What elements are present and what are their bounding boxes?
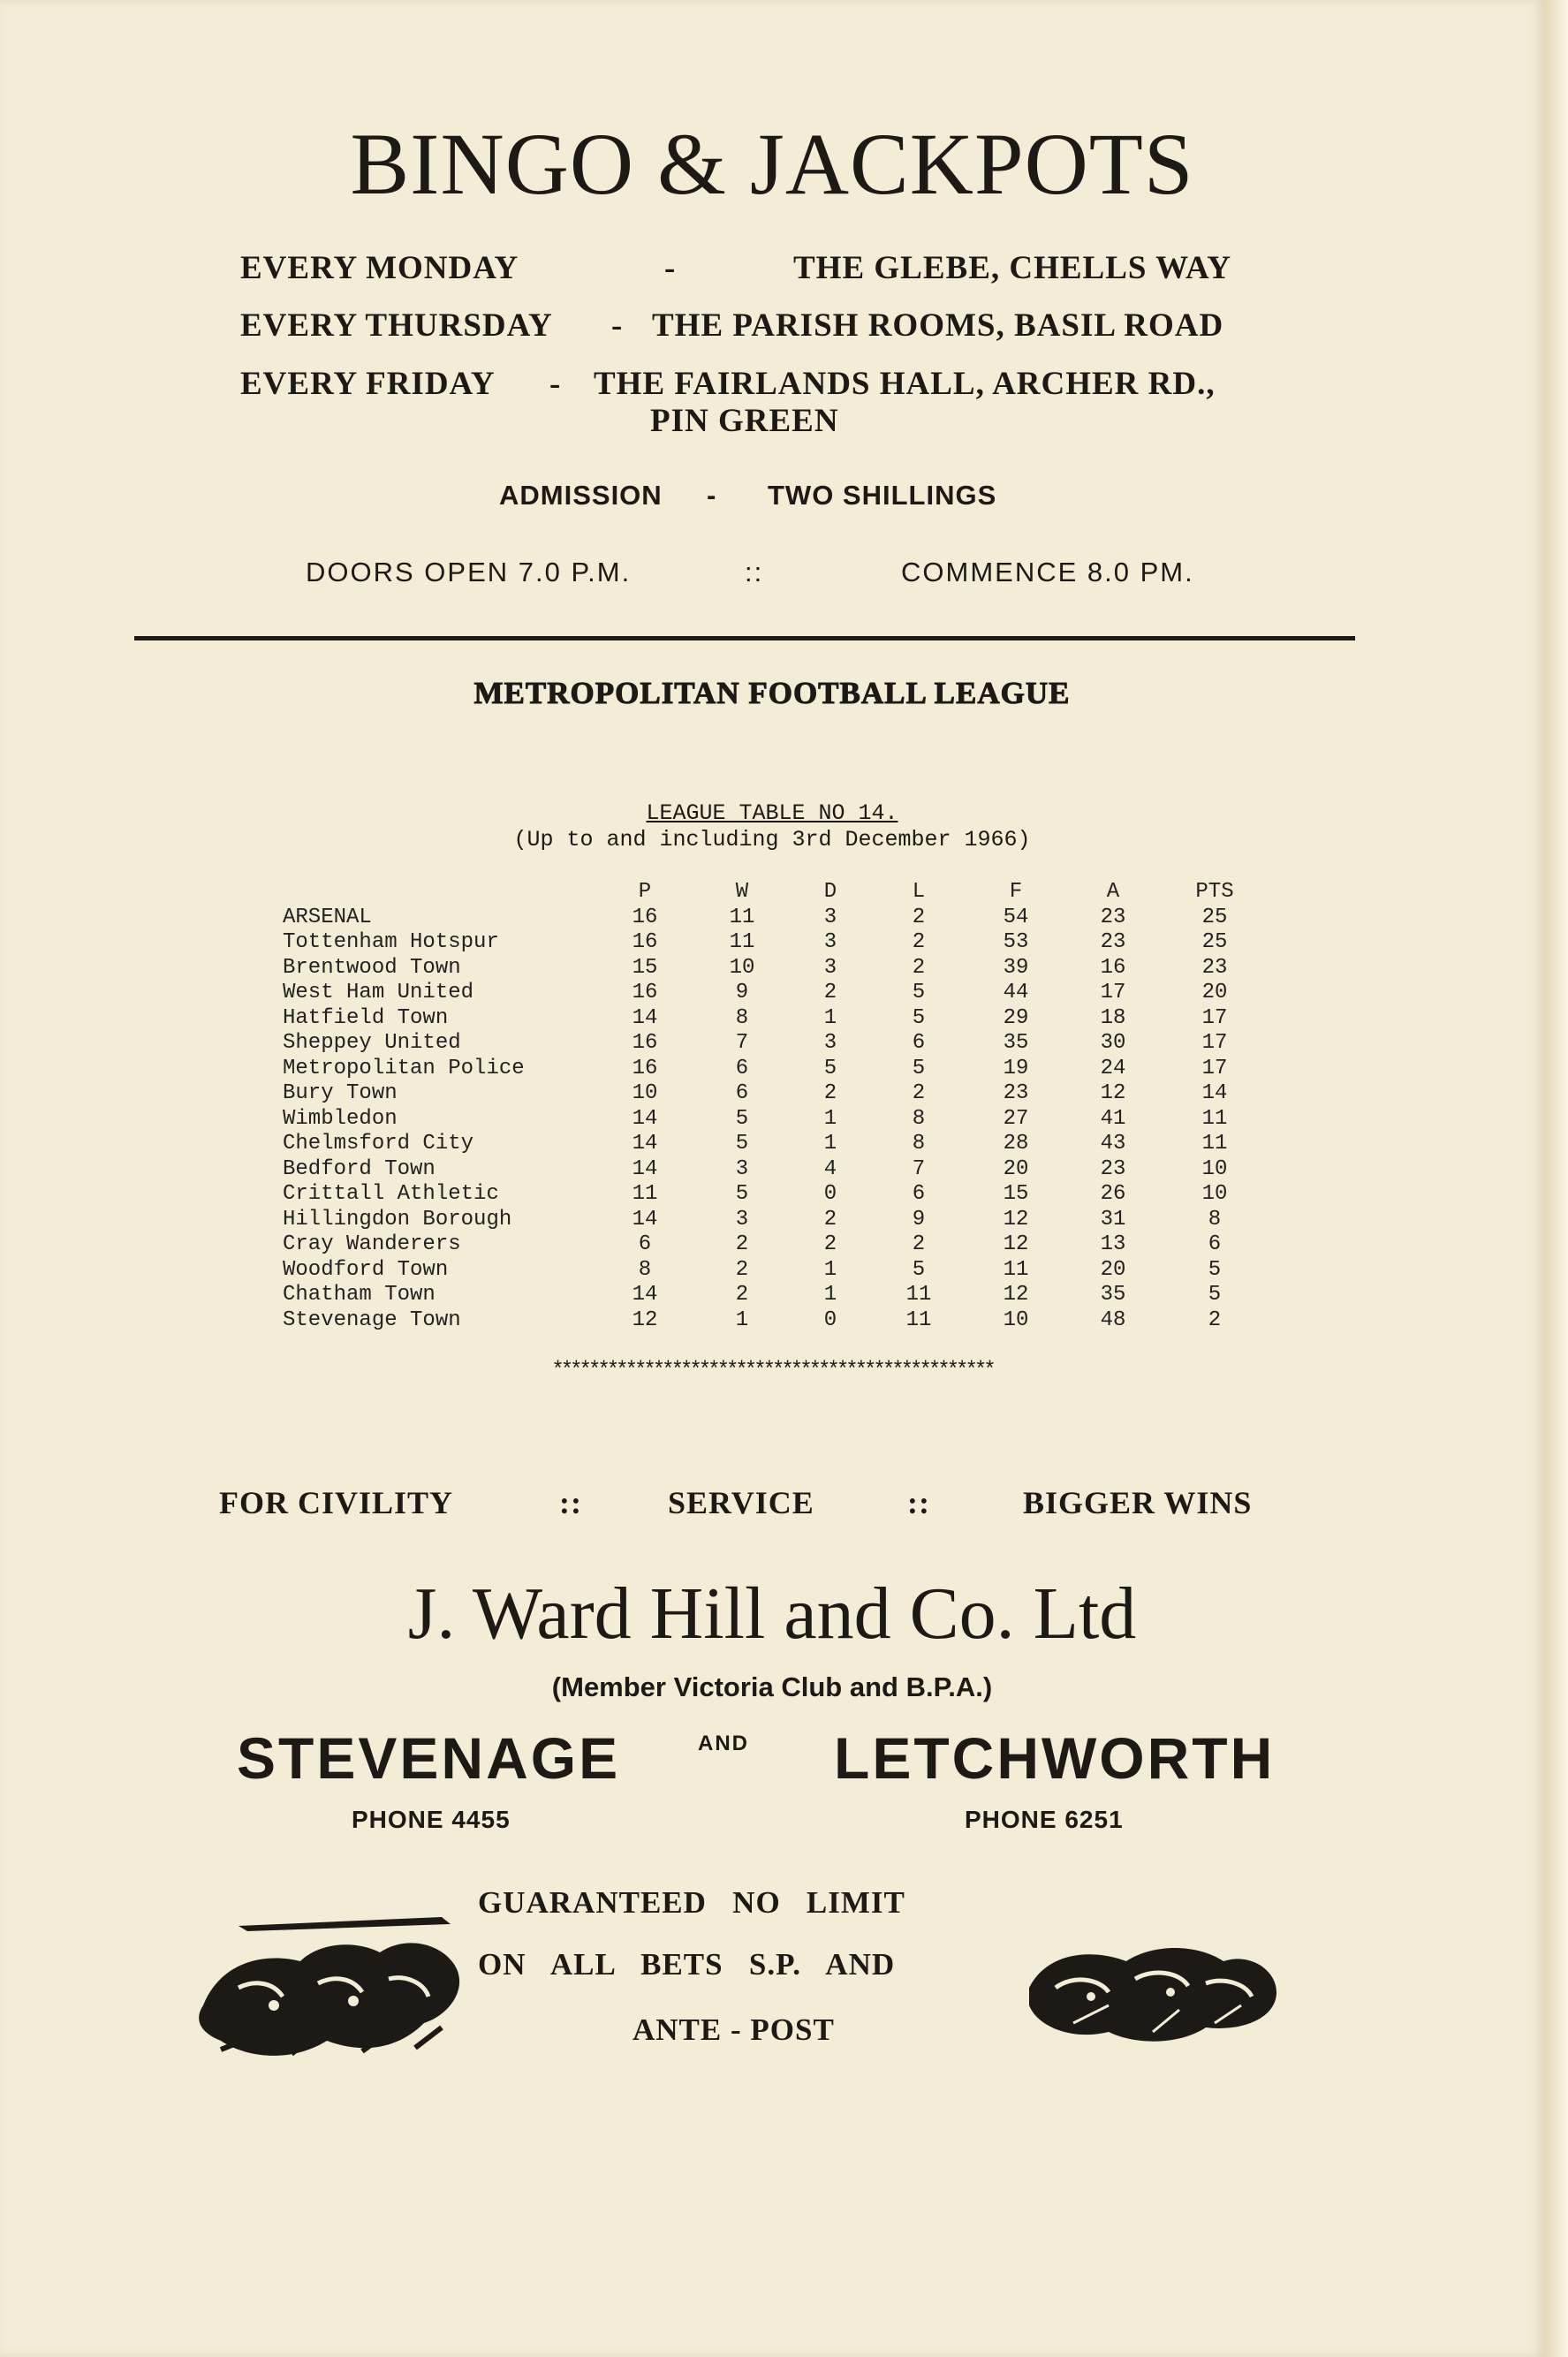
town-letchworth: LETCHWORTH xyxy=(834,1725,1276,1791)
cell-points: 17 xyxy=(1201,1031,1228,1055)
cell-lost: 2 xyxy=(912,1232,926,1256)
cell-won: 2 xyxy=(735,1257,749,1282)
phone-stevenage: PHONE 4455 xyxy=(352,1806,511,1833)
league-table xyxy=(283,880,1254,1333)
cell-goals-against: 31 xyxy=(1100,1207,1126,1232)
table-row xyxy=(283,1081,1254,1107)
cell-points: 25 xyxy=(1201,930,1228,954)
header-for: F xyxy=(1009,880,1023,904)
cell-goals-for: 12 xyxy=(1003,1207,1029,1232)
cell-lost: 9 xyxy=(912,1207,926,1232)
cell-points: 17 xyxy=(1201,1056,1228,1080)
cell-played: 16 xyxy=(632,981,658,1004)
cell-team-name: Hillingdon Borough xyxy=(283,1207,512,1232)
league-table-header xyxy=(283,880,1254,906)
table-row xyxy=(283,981,1254,1006)
cell-won: 11 xyxy=(729,905,755,929)
cell-points: 23 xyxy=(1201,955,1228,980)
cell-won: 11 xyxy=(729,930,755,954)
cell-team-name: Hatfield Town xyxy=(283,1005,449,1030)
table-row xyxy=(283,1006,1254,1032)
cell-points: 14 xyxy=(1201,1081,1228,1105)
bets-line-1: GUARANTEED NO LIMIT xyxy=(478,1885,905,1920)
page-edge xyxy=(1544,0,1568,2357)
bets-line-2: ON ALL BETS S.P. AND xyxy=(478,1947,896,1982)
cell-drawn: 1 xyxy=(823,1257,837,1282)
cell-points: 20 xyxy=(1201,981,1228,1004)
cell-team-name: Tottenham Hotspur xyxy=(283,930,499,954)
cell-played: 14 xyxy=(632,1005,658,1030)
schedule-sep-2: - xyxy=(611,307,624,344)
cell-played: 14 xyxy=(632,1283,658,1307)
cell-lost: 6 xyxy=(912,1031,926,1055)
cell-played: 16 xyxy=(632,1056,658,1080)
cell-drawn: 1 xyxy=(823,1132,837,1156)
table-row xyxy=(283,1308,1254,1334)
town-and: AND xyxy=(698,1732,749,1755)
table-row xyxy=(283,1182,1254,1208)
cell-lost: 6 xyxy=(912,1182,926,1206)
header-points: PTS xyxy=(1195,880,1234,904)
cell-team-name: Metropolitan Police xyxy=(283,1056,525,1080)
cell-drawn: 0 xyxy=(823,1307,837,1332)
cell-goals-for: 15 xyxy=(1003,1182,1029,1206)
cell-goals-against: 23 xyxy=(1100,1156,1126,1181)
cell-goals-for: 54 xyxy=(1003,905,1029,929)
cell-lost: 2 xyxy=(912,955,926,980)
schedule-venue-1: THE GLEBE, CHELLS WAY xyxy=(793,250,1232,286)
cell-goals-against: 23 xyxy=(1100,930,1126,954)
cell-team-name: Sheppey United xyxy=(283,1031,461,1055)
cell-goals-for: 27 xyxy=(1003,1106,1029,1131)
cell-goals-against: 35 xyxy=(1100,1283,1126,1307)
cell-goals-against: 17 xyxy=(1100,981,1126,1004)
cell-goals-for: 39 xyxy=(1003,955,1029,980)
cell-played: 14 xyxy=(632,1207,658,1232)
cell-lost: 2 xyxy=(912,930,926,954)
cell-won: 1 xyxy=(735,1307,749,1332)
header-against: A xyxy=(1106,880,1120,904)
admission-label: ADMISSION xyxy=(499,480,663,511)
cell-team-name: Bury Town xyxy=(283,1081,398,1105)
cell-lost: 5 xyxy=(912,1005,926,1030)
asterisk-divider: ************************************************ xyxy=(551,1359,993,1383)
cell-won: 5 xyxy=(735,1182,749,1206)
cell-played: 16 xyxy=(632,1031,658,1055)
cell-won: 6 xyxy=(735,1056,749,1080)
table-row xyxy=(283,1031,1254,1057)
cell-goals-for: 28 xyxy=(1003,1132,1029,1156)
cell-goals-against: 26 xyxy=(1100,1182,1126,1206)
table-row xyxy=(283,1057,1254,1082)
schedule-venue-3-line2: PIN GREEN xyxy=(650,403,839,439)
cell-goals-for: 35 xyxy=(1003,1031,1029,1055)
cell-won: 8 xyxy=(735,1005,749,1030)
header-lost: L xyxy=(912,880,926,904)
cell-goals-against: 48 xyxy=(1100,1307,1126,1332)
cell-team-name: ARSENAL xyxy=(283,905,372,929)
cell-played: 8 xyxy=(638,1257,652,1282)
cell-goals-against: 16 xyxy=(1100,955,1126,980)
cell-drawn: 1 xyxy=(823,1005,837,1030)
section-divider xyxy=(134,636,1355,640)
cell-played: 15 xyxy=(632,955,658,980)
cell-goals-against: 13 xyxy=(1100,1232,1126,1256)
company-name: J. Ward Hill and Co. Ltd xyxy=(407,1573,1137,1655)
slogan-bigger-wins: BIGGER WINS xyxy=(1023,1485,1253,1520)
cell-won: 2 xyxy=(735,1283,749,1307)
table-row xyxy=(283,1258,1254,1284)
cell-lost: 2 xyxy=(912,905,926,929)
slogan-civility: FOR CIVILITY xyxy=(219,1485,454,1520)
slogan-service: SERVICE xyxy=(668,1485,814,1520)
cell-goals-for: 19 xyxy=(1003,1056,1029,1080)
cell-points: 10 xyxy=(1201,1156,1228,1181)
cell-won: 5 xyxy=(735,1132,749,1156)
cell-played: 14 xyxy=(632,1106,658,1131)
cell-points: 11 xyxy=(1201,1106,1228,1131)
table-row xyxy=(283,1208,1254,1233)
cell-won: 6 xyxy=(735,1081,749,1105)
cell-goals-against: 43 xyxy=(1100,1132,1126,1156)
league-table-number: LEAGUE TABLE NO 14. xyxy=(646,800,898,826)
cell-lost: 11 xyxy=(905,1307,932,1332)
admission-sep: - xyxy=(707,480,717,511)
table-row xyxy=(283,906,1254,931)
table-row xyxy=(283,1132,1254,1157)
slogan-sep-1: :: xyxy=(559,1485,582,1520)
company-membership: (Member Victoria Club and B.P.A.) xyxy=(551,1671,993,1702)
cell-points: 5 xyxy=(1208,1283,1222,1307)
cell-drawn: 2 xyxy=(823,1232,837,1256)
cell-lost: 7 xyxy=(912,1156,926,1181)
table-row xyxy=(283,1232,1254,1258)
cell-won: 10 xyxy=(729,955,755,980)
cell-goals-against: 18 xyxy=(1100,1005,1126,1030)
cell-drawn: 2 xyxy=(823,1081,837,1105)
league-title: METROPOLITAN FOOTBALL LEAGUE xyxy=(473,676,1071,710)
cell-team-name: Crittall Athletic xyxy=(283,1182,499,1206)
cell-played: 14 xyxy=(632,1132,658,1156)
header-played: P xyxy=(638,880,652,904)
town-stevenage: STEVENAGE xyxy=(237,1725,621,1791)
cell-played: 12 xyxy=(632,1307,658,1332)
cell-won: 3 xyxy=(735,1156,749,1181)
cell-lost: 11 xyxy=(905,1283,932,1307)
cell-lost: 2 xyxy=(912,1081,926,1105)
phone-letchworth: PHONE 6251 xyxy=(965,1806,1124,1833)
bets-line-3: ANTE - POST xyxy=(633,2012,835,2047)
cell-team-name: Chelmsford City xyxy=(283,1132,474,1156)
cell-points: 6 xyxy=(1208,1232,1222,1256)
cell-goals-for: 53 xyxy=(1003,930,1029,954)
cell-points: 5 xyxy=(1208,1257,1222,1282)
cell-goals-against: 23 xyxy=(1100,905,1126,929)
cell-points: 25 xyxy=(1201,905,1228,929)
cell-goals-against: 41 xyxy=(1100,1106,1126,1131)
cell-team-name: Wimbledon xyxy=(283,1106,398,1131)
header-won: W xyxy=(735,880,749,904)
table-row xyxy=(283,956,1254,981)
cell-drawn: 2 xyxy=(823,1207,837,1232)
cell-won: 2 xyxy=(735,1232,749,1256)
table-row xyxy=(283,930,1254,956)
cell-team-name: Stevenage Town xyxy=(283,1307,461,1332)
league-table-subtitle: (Up to and including 3rd December 1966) xyxy=(513,827,1031,853)
cell-goals-against: 20 xyxy=(1100,1257,1126,1282)
cell-played: 10 xyxy=(632,1081,658,1105)
schedule-day-2: EVERY THURSDAY xyxy=(240,307,553,344)
doors-sep: :: xyxy=(745,557,764,587)
cell-points: 10 xyxy=(1201,1182,1228,1206)
cell-lost: 5 xyxy=(912,1056,926,1080)
cell-team-name: Chatham Town xyxy=(283,1283,436,1307)
cell-points: 2 xyxy=(1208,1307,1222,1332)
table-row xyxy=(283,1107,1254,1133)
slogan-sep-2: :: xyxy=(907,1485,930,1520)
cell-goals-against: 24 xyxy=(1100,1056,1126,1080)
cell-team-name: Woodford Town xyxy=(283,1257,449,1282)
cell-drawn: 3 xyxy=(823,955,837,980)
schedule-sep-3: - xyxy=(549,366,562,402)
cell-played: 16 xyxy=(632,930,658,954)
cell-drawn: 0 xyxy=(823,1182,837,1206)
cell-team-name: Brentwood Town xyxy=(283,955,461,980)
cell-won: 9 xyxy=(735,981,749,1004)
cell-lost: 8 xyxy=(912,1106,926,1131)
cell-played: 6 xyxy=(638,1232,652,1256)
cell-drawn: 2 xyxy=(823,981,837,1004)
schedule-venue-2: THE PARISH ROOMS, BASIL ROAD xyxy=(652,307,1224,344)
cell-goals-for: 29 xyxy=(1003,1005,1029,1030)
cell-goals-against: 30 xyxy=(1100,1031,1126,1055)
league-table-body xyxy=(283,906,1254,1334)
schedule-day-3: EVERY FRIDAY xyxy=(240,366,496,402)
cell-lost: 5 xyxy=(912,981,926,1004)
cell-drawn: 1 xyxy=(823,1106,837,1131)
table-row xyxy=(283,1283,1254,1308)
cell-drawn: 5 xyxy=(823,1056,837,1080)
cell-points: 17 xyxy=(1201,1005,1228,1030)
cell-won: 7 xyxy=(735,1031,749,1055)
bingo-title: BINGO & JACKPOTS xyxy=(350,115,1194,213)
cell-drawn: 4 xyxy=(823,1156,837,1181)
cell-drawn: 3 xyxy=(823,1031,837,1055)
cell-goals-against: 12 xyxy=(1100,1081,1126,1105)
horse-racing-illustration-icon xyxy=(1020,1935,1285,2050)
cell-won: 5 xyxy=(735,1106,749,1131)
table-row xyxy=(283,1157,1254,1183)
cell-goals-for: 20 xyxy=(1003,1156,1029,1181)
cell-team-name: West Ham United xyxy=(283,981,474,1004)
cell-won: 3 xyxy=(735,1207,749,1232)
schedule-venue-3: THE FAIRLANDS HALL, ARCHER RD., xyxy=(594,366,1216,402)
cell-drawn: 1 xyxy=(823,1283,837,1307)
cell-goals-for: 12 xyxy=(1003,1283,1029,1307)
schedule-sep-1: - xyxy=(664,250,677,286)
cell-goals-for: 12 xyxy=(1003,1232,1029,1256)
cell-goals-for: 10 xyxy=(1003,1307,1029,1332)
schedule-day-1: EVERY MONDAY xyxy=(240,250,519,286)
cell-lost: 5 xyxy=(912,1257,926,1282)
header-drawn: D xyxy=(823,880,837,904)
horse-racing-illustration-icon xyxy=(186,1899,477,2067)
cell-team-name: Bedford Town xyxy=(283,1156,436,1181)
cell-team-name: Cray Wanderers xyxy=(283,1232,461,1256)
commence-time: COMMENCE 8.0 PM. xyxy=(901,557,1194,587)
cell-played: 11 xyxy=(632,1182,658,1206)
cell-played: 16 xyxy=(632,905,658,929)
cell-points: 8 xyxy=(1208,1207,1222,1232)
cell-goals-for: 23 xyxy=(1003,1081,1029,1105)
cell-drawn: 3 xyxy=(823,905,837,929)
cell-lost: 8 xyxy=(912,1132,926,1156)
cell-goals-for: 11 xyxy=(1003,1257,1029,1282)
cell-played: 14 xyxy=(632,1156,658,1181)
doors-open: DOORS OPEN 7.0 P.M. xyxy=(306,557,632,587)
cell-goals-for: 44 xyxy=(1003,981,1029,1004)
admission-value: TWO SHILLINGS xyxy=(768,480,997,511)
cell-drawn: 3 xyxy=(823,930,837,954)
cell-points: 11 xyxy=(1201,1132,1228,1156)
